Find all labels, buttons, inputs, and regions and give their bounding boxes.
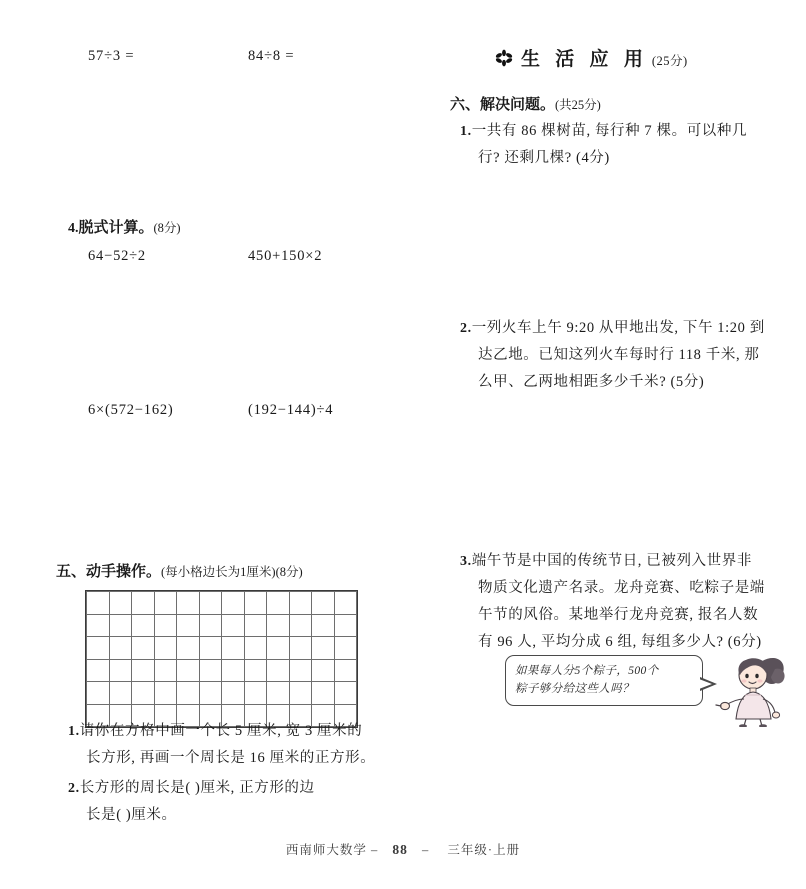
problem-1-line-1: 一共有 86 棵树苗, 每行种 7 棵。可以种几: [471, 123, 748, 139]
oral-expr-2: 84÷8 =: [248, 48, 295, 64]
footer-page-number: 88: [392, 842, 408, 857]
problem-2-line-3: 么甲、乙两地相距多少千米? (5分): [478, 374, 705, 390]
section4-expr-2: 450+150×2: [248, 248, 323, 264]
footer-book-title: 西南师大数学: [285, 843, 367, 857]
section5-q1-line1: 请你在方格中画一个长 5 厘米, 宽 3 厘米的: [79, 723, 363, 739]
section6-title: 六、解决问题。: [450, 97, 556, 113]
problem-3: [460, 548, 800, 656]
section5-question-2: [68, 775, 413, 829]
section5-q1-line2: 长方形, 再画一个周长是 16 厘米的正方形。: [86, 750, 376, 766]
speech-bubble: [505, 655, 703, 706]
problem-3-line-1: 端午节是中国的传统节日, 已被列入世界非: [471, 553, 752, 569]
hint-illustration-area: [505, 655, 790, 725]
section4-title: 脱式计算。: [78, 220, 154, 236]
problem-2-line-1: 一列火车上午 9:20 从甲地出发, 下午 1:20 到: [471, 320, 765, 336]
page-footer: [0, 840, 806, 858]
oral-expr-1: 57÷3 =: [88, 48, 135, 64]
problem-2: [460, 315, 800, 396]
problem-1-number: 1.: [460, 124, 472, 139]
section5-q2-number: 2.: [68, 781, 80, 796]
section-banner: [495, 44, 688, 71]
problem-2-line-2: 达乙地。已知这列火车每时行 118 千米, 那: [478, 347, 760, 363]
section5-q2-line1: 长方形的周长是( )厘米, 正方形的边: [79, 780, 315, 796]
banner-points: (25分): [651, 54, 688, 68]
speech-bubble-line-1: 如果每人分5个粽子，500个: [515, 665, 659, 677]
flower-icon: [495, 49, 513, 67]
banner-title: 生 活 应 用: [521, 49, 648, 70]
problem-3-number: 3.: [460, 554, 472, 569]
section6-heading: [450, 93, 601, 114]
girl-pointing-icon: [713, 647, 791, 727]
section5-note: (每小格边长为1厘米)(8分): [161, 565, 303, 579]
section5-q2-line2: 长是( )厘米。: [86, 807, 177, 823]
section4-expr-1: 64−52÷2: [88, 248, 146, 264]
problem-2-number: 2.: [460, 321, 472, 336]
problem-3-line-4: 有 96 人, 平均分成 6 组, 每组多少人? (6分): [478, 634, 762, 650]
left-column-bottom: [40, 0, 410, 889]
section5-title: 五、动手操作。: [56, 564, 162, 580]
section4-points: (8分): [153, 221, 181, 235]
section5-question-1: [68, 718, 413, 772]
section4-expr-4: (192−144)÷4: [248, 402, 334, 418]
footer-dash-left: –: [371, 843, 379, 857]
speech-bubble-line-2: 粽子够分给这些人吗？: [515, 683, 634, 695]
problem-1: [460, 118, 795, 172]
section6-points: (共25分): [555, 98, 601, 112]
right-column: [440, 0, 790, 889]
problem-1-line-2: 行? 还剩几棵? (4分): [478, 150, 610, 166]
problem-3-line-2: 物质文化遗产名录。龙舟竞赛、吃粽子是端: [478, 580, 765, 596]
section4-number: 4.: [68, 221, 79, 236]
problem-3-line-3: 午节的风俗。某地举行龙舟竞赛, 报名人数: [478, 607, 759, 623]
footer-dash-right: –: [422, 843, 430, 857]
section4-expr-3: 6×(572−162): [88, 402, 174, 418]
footer-grade: 三年级·上册: [447, 843, 521, 857]
section5-q1-number: 1.: [68, 724, 80, 739]
